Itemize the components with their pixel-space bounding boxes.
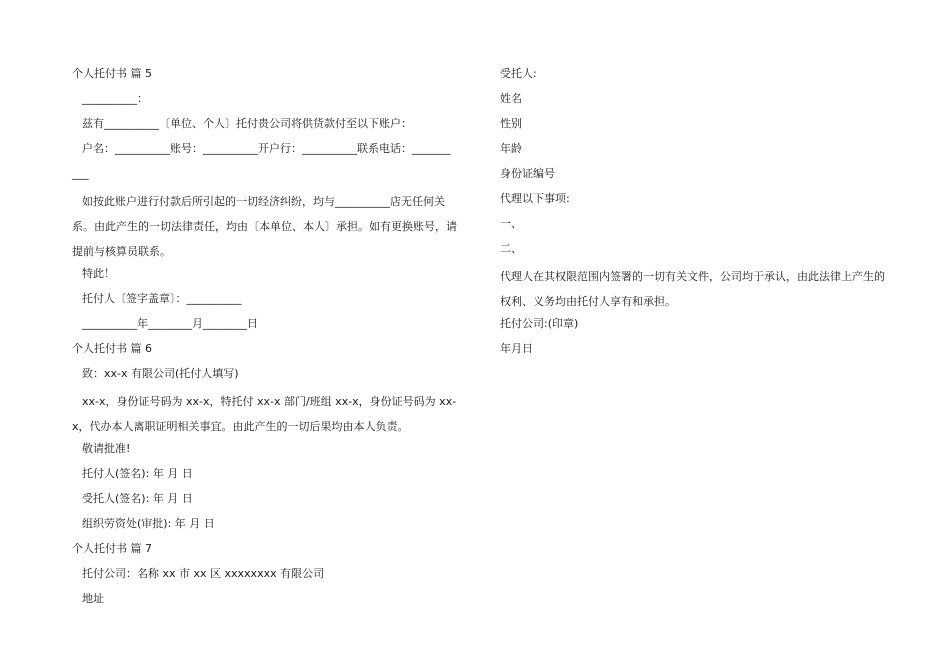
sec6-principal-signature: 托付人(签名): 年 月 日 (82, 467, 193, 480)
sec5-statement: 兹有__________〔单位、个人〕托付贵公司将供货款付至以下账户： (82, 117, 412, 130)
sec6-hr-approval: 组织劳资处(审批): 年 月 日 (82, 517, 215, 530)
sec5-closing: 特此！ (82, 267, 115, 280)
agent-gender: 性别 (500, 117, 522, 130)
sec6-body-paragraph: xx-x，身份证号码为 xx-x，特托付 xx-x 部门/班组 xx-x，身份证号码为 xx-x，代办本人离职证明相关事宜。由此产生的一切后果均由本人负责。 (72, 395, 457, 433)
section-6-heading: 个人托付书 篇 6 (72, 342, 152, 355)
sec7-address: 地址 (82, 592, 104, 605)
agent-id-number: 身份证编号 (500, 167, 555, 180)
sec5-account-fields-wrap: ___ (72, 167, 89, 180)
sec5-salutation: __________： (82, 92, 148, 105)
section-5-heading: 个人托付书 篇 5 (72, 67, 152, 80)
agent-name: 姓名 (500, 92, 522, 105)
company-seal: 托付公司:(印章) (500, 317, 579, 330)
sec6-request: 敬请批准! (82, 442, 131, 455)
matter-item-1: 一、 (500, 217, 522, 230)
seal-date: 年月日 (500, 342, 533, 355)
agent-authority-paragraph: 代理人在其权限范围内签署的一切有关文件，公司均于承认，由此法律上产生的权利、义务均由托付人享有和承担。 (500, 270, 885, 308)
matters-heading: 代理以下事项: (500, 192, 570, 205)
section-7-heading: 个人托付书 篇 7 (72, 542, 152, 555)
matter-item-2: 二、 (500, 242, 522, 255)
sec5-signature: 托付人〔签字盖章〕：__________ (82, 292, 242, 305)
sec5-date: __________年________月________日 (82, 317, 258, 330)
sec5-liability-paragraph: 如按此账户进行付款后所引起的一切经济纠纷，均与__________店无任何关系。由此产生的一切法律责任，均由〔本单位、本人〕承担。如有更换账号，请提前与核算员联系。 (72, 195, 457, 258)
sec7-company: 托付公司：名称 xx 市 xx 区 xxxxxxxx 有限公司 (82, 567, 325, 580)
sec6-recipient: 致：xx-x 有限公司(托付人填写) (82, 367, 239, 380)
left-column (72, 64, 464, 614)
agent-title: 受托人: (500, 67, 537, 80)
sec5-account-fields: 户名：__________账号：__________开户行：__________联系电话：_______ (82, 142, 451, 155)
agent-age: 年龄 (500, 142, 522, 155)
sec6-agent-signature: 受托人(签名): 年 月 日 (82, 492, 193, 505)
right-column (500, 64, 890, 364)
